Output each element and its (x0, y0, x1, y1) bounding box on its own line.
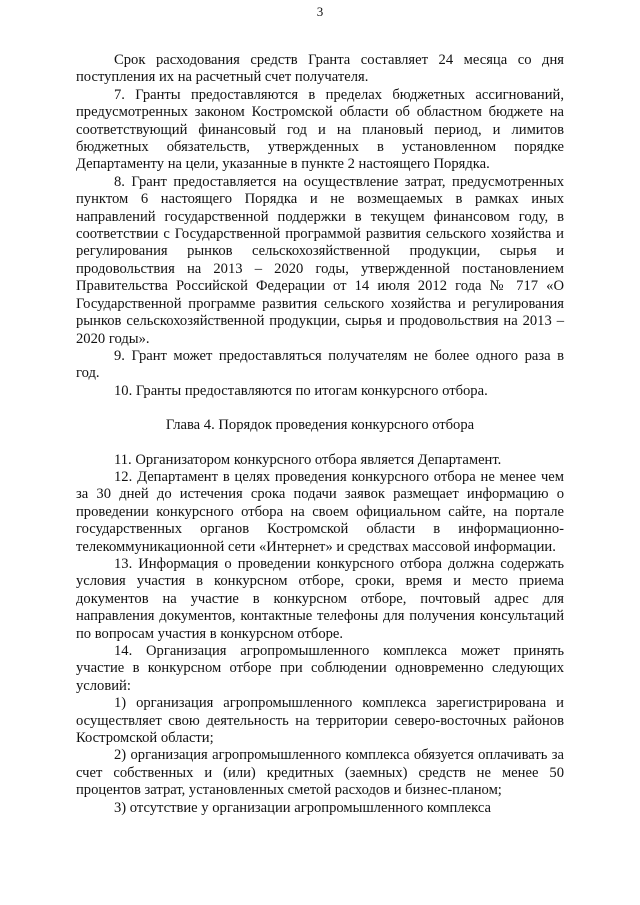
paragraph-13: 13. Информация о проведении конкурсного отбора должна содержать условия участия в конкурсном отборе, сроки, время и место приема документов на участие в конкурсном отборе, почтовый адрес для направления документов, контактные телефоны для получения консультаций по вопросам участия в конкурсном отборе. (76, 555, 564, 642)
paragraph-7: 7. Гранты предоставляются в пределах бюджетных ассигнований, предусмотренных законом Костромской области об областном бюджете на соответствующий финансовый год и на плановый период, и лимитов бюджетных обязательств, утвержденных в установленном порядке Департаменту на цели, указанные в пункте 2 настоящего Порядка. (76, 86, 564, 173)
page-number: 3 (316, 4, 324, 19)
document-body (76, 52, 564, 817)
paragraph-11: 11. Организатором конкурсного отбора является Департамент. (114, 451, 502, 468)
paragraph-14: 14. Организация агропромышленного комплекса может принять участие в конкурсном отборе при соблюдении одновременно следующих условий: (76, 643, 564, 694)
condition-2: 2) организация агропромышленного комплекса обязуется оплачивать за счет собственных и (или) кредитных (заемных) средств не менее 50 процентов затрат, установленных сметой расходов и бизнес-планом; (76, 747, 564, 799)
condition-3: 3) отсутствие у организации агропромышленного комплекса (114, 799, 491, 816)
paragraph-8: 8. Грант предоставляется на осуществление затрат, предусмотренных пунктом 6 настоящего Порядка и не возмещаемых в рамках иных направлений государственной поддержки в текущем финансовом году, в соответствии с Государственной программой развития сельского хозяйства и регулирования рынков сельскохозяйственной продукции, сырья и продовольствия на 2013 – 2020 годы, утвержденной постановлением Правительства Российской Федерации от 14 июля 2012 года № 717 «О Государственной программе развития сельского хозяйства и регулирования рынков сельскохозяйственной продукции, сырья и продовольствия на 2013 – 2020 годы». (76, 173, 564, 347)
paragraph-grant-period: Срок расходования средств Гранта составляет 24 месяца со дня поступления их на расчетный счет получателя. (76, 52, 564, 86)
paragraph-9: 9. Грант может предоставляться получателям не более одного раза в год. (76, 347, 564, 382)
chapter-heading: Глава 4. Порядок проведения конкурсного отбора (165, 417, 475, 434)
paragraph-10: 10. Гранты предоставляются по итогам конкурсного отбора. (114, 382, 488, 399)
paragraph-12: 12. Департамент в целях проведения конкурсного отбора не менее чем за 30 дней до истечения срока подачи заявок размещает информацию о проведении конкурсного отбора на своем официальном сайте, на портале государственных органов Костромской области в информационно-телекоммуникационной сети «Интернет» и средствах массовой информации. (76, 468, 564, 555)
condition-1: 1) организация агропромышленного комплекса зарегистрирована и осуществляет свою деятельность на территории северо-восточных районов Костромской области; (76, 695, 564, 747)
